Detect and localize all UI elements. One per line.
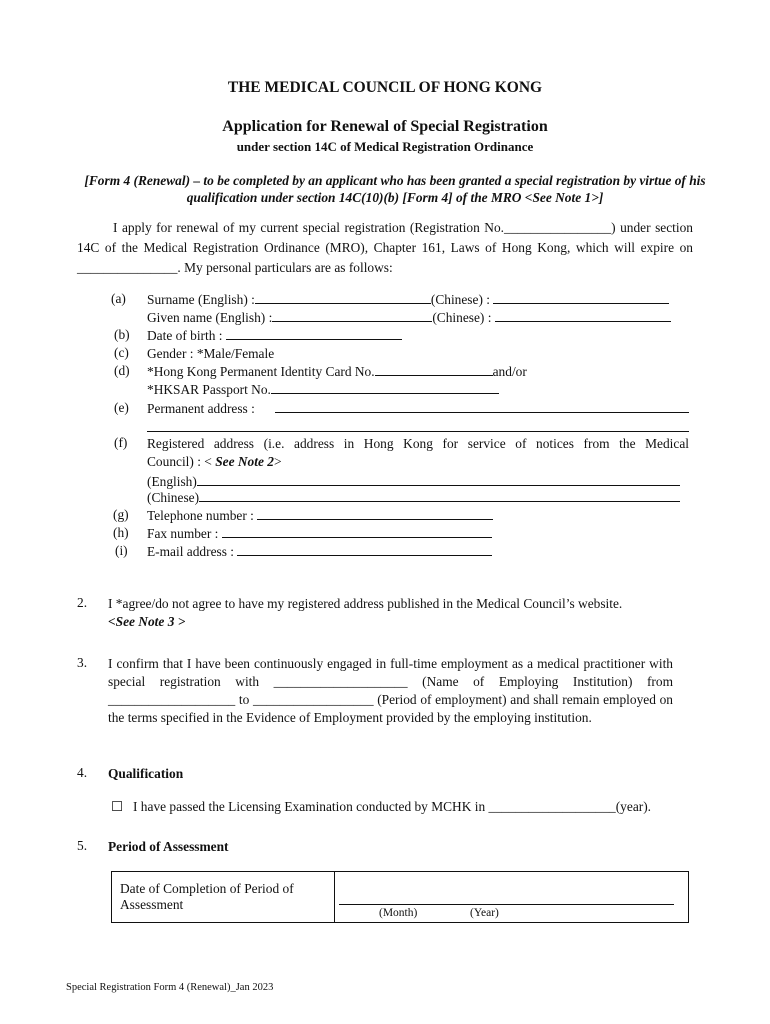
council-note-lt: < [204,454,212,469]
hkid-label: *Hong Kong Permanent Identity Card No. [147,364,375,379]
form-note: [Form 4 (Renewal) – to be completed by an applicant who has been granted a special registration by virtue of his qualification under section 14C(10)(b) [Form 4] of the MRO <See Note 1>] [84,173,706,205]
english-label: (English) [147,474,197,489]
tel-row [147,507,493,525]
email-row [147,543,492,561]
assessment-table [111,871,689,923]
passport-field[interactable] [271,381,499,394]
hkid-row [147,363,527,381]
page-footer: Special Registration Form 4 (Renewal)_Jan 2023 [66,982,274,993]
completion-date-label: Date of Completion of Period of Assessment [120,881,294,912]
form-subtitle: under section 14C of Medical Registration Ordinance [236,139,534,154]
andor-label: and/or [492,364,527,379]
council-title: THE MEDICAL COUNCIL OF HONG KONG [227,79,543,96]
section-2-number: 2. [77,595,88,610]
section-4-heading: Qualification [108,766,184,781]
english-addr-field[interactable] [197,473,680,486]
passport-row [147,381,499,399]
surname-label: Surname (English) : [147,292,255,307]
licensing-exam-text: I have passed the Licensing Examination conducted by MCHK in ___________________(year). [133,799,652,814]
council-note-row [147,453,282,471]
dob-field[interactable] [226,327,402,340]
section-5-heading: Period of Assessment [108,839,229,854]
fax-label: Fax number : [147,526,219,541]
given-name-english-field[interactable] [272,309,432,322]
given-name-chinese-field[interactable] [495,309,671,322]
hkid-field[interactable] [375,363,493,376]
chinese-addr-row [147,489,680,507]
item-b-label: (b) [114,327,130,342]
month-label: (Month) [379,907,418,919]
item-d-label: (d) [114,363,130,378]
licensing-exam-checkbox[interactable]: ☐ [111,799,124,814]
fax-field[interactable] [222,525,492,538]
intro-text: I apply for renewal of my current special registration (Registration No.________________) under section 14C of the Medical Registration Ordinance (MRO), Chapter 161, Laws of Hong Kong, which will expire on _______________. My personal particulars are as follows: [77,220,693,275]
item-a-label: (a) [111,291,126,306]
council-note-gt: > [273,454,282,469]
email-label: E-mail address : [147,544,235,559]
item-e-label: (e) [114,400,129,415]
see-note-2: See Note 2 [211,454,274,469]
section-5-number: 5. [77,838,88,853]
given-name-row [147,309,671,327]
table-divider [334,872,335,922]
tel-label: Telephone number : [147,508,254,523]
item-g-label: (g) [113,507,129,522]
dob-row [147,327,402,345]
completion-date-field[interactable] [339,904,674,905]
intro-paragraph [77,218,693,278]
item-i-label: (i) [115,543,128,558]
perm-addr-field-1[interactable] [275,412,689,413]
surname-chinese-field[interactable] [493,291,669,304]
surname-row [147,291,669,309]
section-2-text: I *agree/do not agree to have my registered address published in the Medical Council’s website. [108,596,623,611]
surname-english-field[interactable] [255,291,431,304]
passport-label: *HKSAR Passport No. [147,382,271,397]
form-title: Application for Renewal of Special Registration [222,118,548,135]
tel-field[interactable] [257,507,493,520]
dob-label: Date of birth : [147,328,223,343]
given-name-label: Given name (English) : [147,310,273,325]
section-3-text: I confirm that I have been continuously engaged in full-time employment as a medical practitioner with special registration with ____________________ (Name of Employing Institution) from ___________________ to __________________ (Period of employment) and shall remain employed on the terms specified in the Evidence of Employment provided by the employing institution. [108,656,673,725]
email-field[interactable] [237,543,492,556]
perm-addr-field-2[interactable] [147,431,689,432]
see-note-3: <See Note 3 > [108,614,186,629]
reg-addr-text: Registered address (i.e. address in Hong Kong for service of notices from the Medical [147,436,689,451]
surname-chinese-label: (Chinese) : [430,292,490,307]
item-c-label: (c) [114,345,129,360]
council-note-prefix: Council) : [147,454,205,469]
section-4-number: 4. [77,765,88,780]
chinese-label: (Chinese) [147,490,200,505]
item-h-label: (h) [113,525,129,540]
given-name-chinese-label: (Chinese) : [432,310,492,325]
fax-row [147,525,492,543]
section-3-number: 3. [77,655,88,670]
perm-addr-label: Permanent address : [147,401,255,416]
gender-text: Gender : *Male/Female [147,346,275,361]
chinese-addr-field[interactable] [199,489,680,502]
year-label: (Year) [470,907,499,919]
item-f-label: (f) [114,435,128,450]
